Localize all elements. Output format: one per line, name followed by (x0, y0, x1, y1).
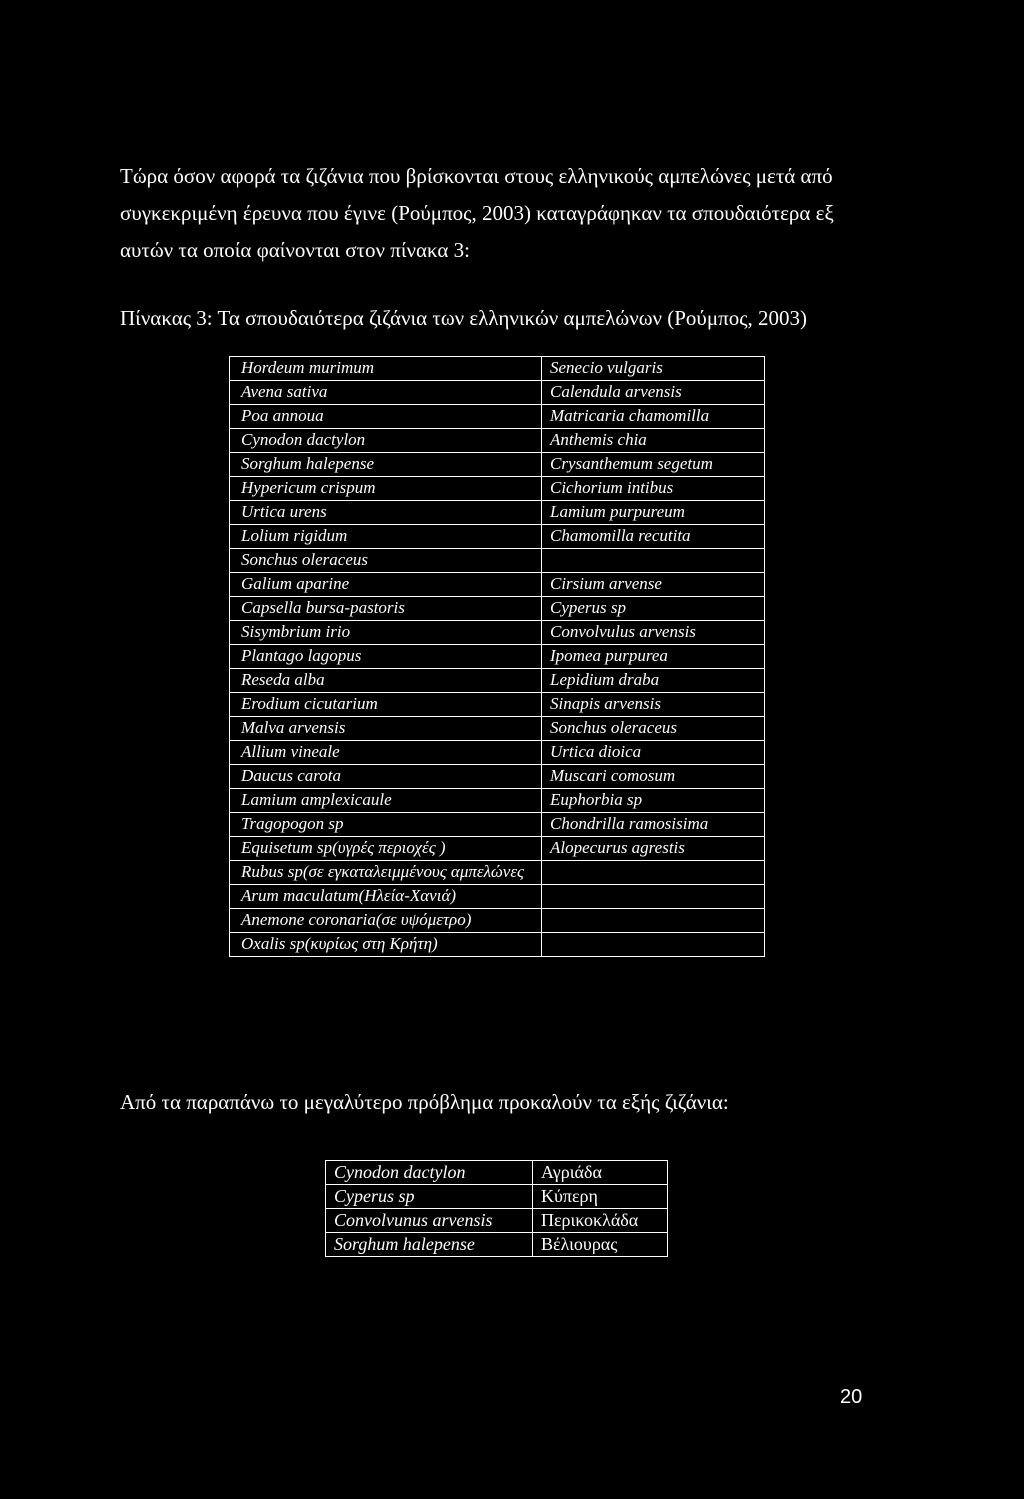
weed-name-right: Anthemis chia (542, 429, 765, 453)
weed-name-left: Lamium amplexicaule (230, 789, 542, 813)
table-row (230, 693, 765, 717)
page-number: 20 (840, 1386, 863, 1408)
table-row (230, 549, 765, 573)
table-row (230, 789, 765, 813)
weed-name-right: Ipomea purpurea (542, 645, 765, 669)
weed-name-left: Anemone coronaria(σε υψόμετρο) (230, 909, 542, 933)
weed-name-right: Lepidium draba (542, 669, 765, 693)
table-row (230, 597, 765, 621)
scientific-name: Cyperus sp (326, 1185, 533, 1209)
table-row (230, 741, 765, 765)
weed-name-left: Sisymbrium irio (230, 621, 542, 645)
table-caption: Πίνακας 3: Τα σπουδαιότερα ζιζάνια των ελληνικών αμπελώνων (Ρούμπος, 2003) (120, 306, 808, 330)
weed-name-right: Lamium purpureum (542, 501, 765, 525)
weed-name-left: Galium aparine (230, 573, 542, 597)
weed-name-right (542, 933, 765, 957)
table-row (230, 357, 765, 381)
weed-name-right: Calendula arvensis (542, 381, 765, 405)
weed-name-left: Allium vineale (230, 741, 542, 765)
table-row (230, 501, 765, 525)
weed-name-left: Poa annoua (230, 405, 542, 429)
weed-name-left: Hordeum murimum (230, 357, 542, 381)
table-row (230, 453, 765, 477)
common-name: Κύπερη (533, 1185, 668, 1209)
weed-name-right: Urtica dioica (542, 741, 765, 765)
weed-name-left: Reseda alba (230, 669, 542, 693)
table-row (326, 1161, 668, 1185)
table-row (230, 861, 765, 885)
table-row (230, 717, 765, 741)
table-row (230, 645, 765, 669)
scientific-name: Convolvunus arvensis (326, 1209, 533, 1233)
weed-name-left: Daucus carota (230, 765, 542, 789)
weed-name-right: Alopecurus agrestis (542, 837, 765, 861)
weed-name-right: Cichorium intibus (542, 477, 765, 501)
table-row (326, 1185, 668, 1209)
weed-name-right (542, 885, 765, 909)
intro-line: συγκεκριμένη έρευνα που έγινε (Ρούμπος, 2003) καταγράφηκαν τα σπουδαιότερα εξ (120, 201, 834, 225)
weed-name-right: Euphorbia sp (542, 789, 765, 813)
table-row (230, 933, 765, 957)
summary-paragraph: Από τα παραπάνω το μεγαλύτερο πρόβλημα προκαλούν τα εξής ζιζάνια: (120, 1090, 729, 1114)
weed-name-left: Capsella bursa-pastoris (230, 597, 542, 621)
weed-name-right: Crysanthemum segetum (542, 453, 765, 477)
weeds-table (229, 356, 765, 957)
intro-line: αυτών τα οποία φαίνονται στον πίνακα 3: (120, 238, 470, 262)
table-row (230, 909, 765, 933)
weed-name-right: Chamomilla recutita (542, 525, 765, 549)
weed-name-left: Sonchus oleraceus (230, 549, 542, 573)
weed-name-left: Urtica urens (230, 501, 542, 525)
weed-name-left: Arum maculatum(Ηλεία-Χανιά) (230, 885, 542, 909)
weed-name-right: Sonchus oleraceus (542, 717, 765, 741)
intro-line: Τώρα όσον αφορά τα ζιζάνια που βρίσκονται στους ελληνικούς αμπελώνες μετά από (120, 164, 833, 188)
weed-name-right: Matricaria chamomilla (542, 405, 765, 429)
weed-name-left: Hypericum crispum (230, 477, 542, 501)
weed-name-right: Cyperus sp (542, 597, 765, 621)
weed-name-right: Chondrilla ramosisima (542, 813, 765, 837)
weed-name-left: Rubus sp(σε εγκαταλειμμένους αμπελώνες (230, 861, 542, 885)
table-row (230, 765, 765, 789)
weed-name-right: Convolvulus arvensis (542, 621, 765, 645)
table-row (230, 405, 765, 429)
table-row (230, 669, 765, 693)
weed-name-right: Senecio vulgaris (542, 357, 765, 381)
table-row (230, 429, 765, 453)
weed-name-right (542, 909, 765, 933)
table-row (230, 573, 765, 597)
intro-paragraph (120, 158, 900, 269)
weed-name-right: Sinapis arvensis (542, 693, 765, 717)
weed-name-right: Muscari comosum (542, 765, 765, 789)
table-row (326, 1233, 668, 1257)
table-row (230, 885, 765, 909)
table-row (230, 837, 765, 861)
weed-name-left: Equisetum sp(υγρές περιοχές ) (230, 837, 542, 861)
table-row (230, 477, 765, 501)
common-name: Βέλιουρας (533, 1233, 668, 1257)
main-weeds-table (325, 1160, 668, 1257)
weed-name-left: Sorghum halepense (230, 453, 542, 477)
weed-name-left: Lolium rigidum (230, 525, 542, 549)
weed-name-left: Plantago lagopus (230, 645, 542, 669)
table-row (230, 813, 765, 837)
weed-name-left: Oxalis sp(κυρίως στη Κρήτη) (230, 933, 542, 957)
weed-name-left: Malva arvensis (230, 717, 542, 741)
weed-name-left: Cynodon dactylon (230, 429, 542, 453)
common-name: Αγριάδα (533, 1161, 668, 1185)
table-row (230, 381, 765, 405)
table-row (326, 1209, 668, 1233)
weed-name-right (542, 549, 765, 573)
table-row (230, 621, 765, 645)
weed-name-right (542, 861, 765, 885)
scientific-name: Cynodon dactylon (326, 1161, 533, 1185)
weed-name-left: Tragopogon sp (230, 813, 542, 837)
weed-name-left: Erodium cicutarium (230, 693, 542, 717)
table-row (230, 525, 765, 549)
weed-name-right: Cirsium arvense (542, 573, 765, 597)
weed-name-left: Avena sativa (230, 381, 542, 405)
scientific-name: Sorghum halepense (326, 1233, 533, 1257)
common-name: Περικοκλάδα (533, 1209, 668, 1233)
